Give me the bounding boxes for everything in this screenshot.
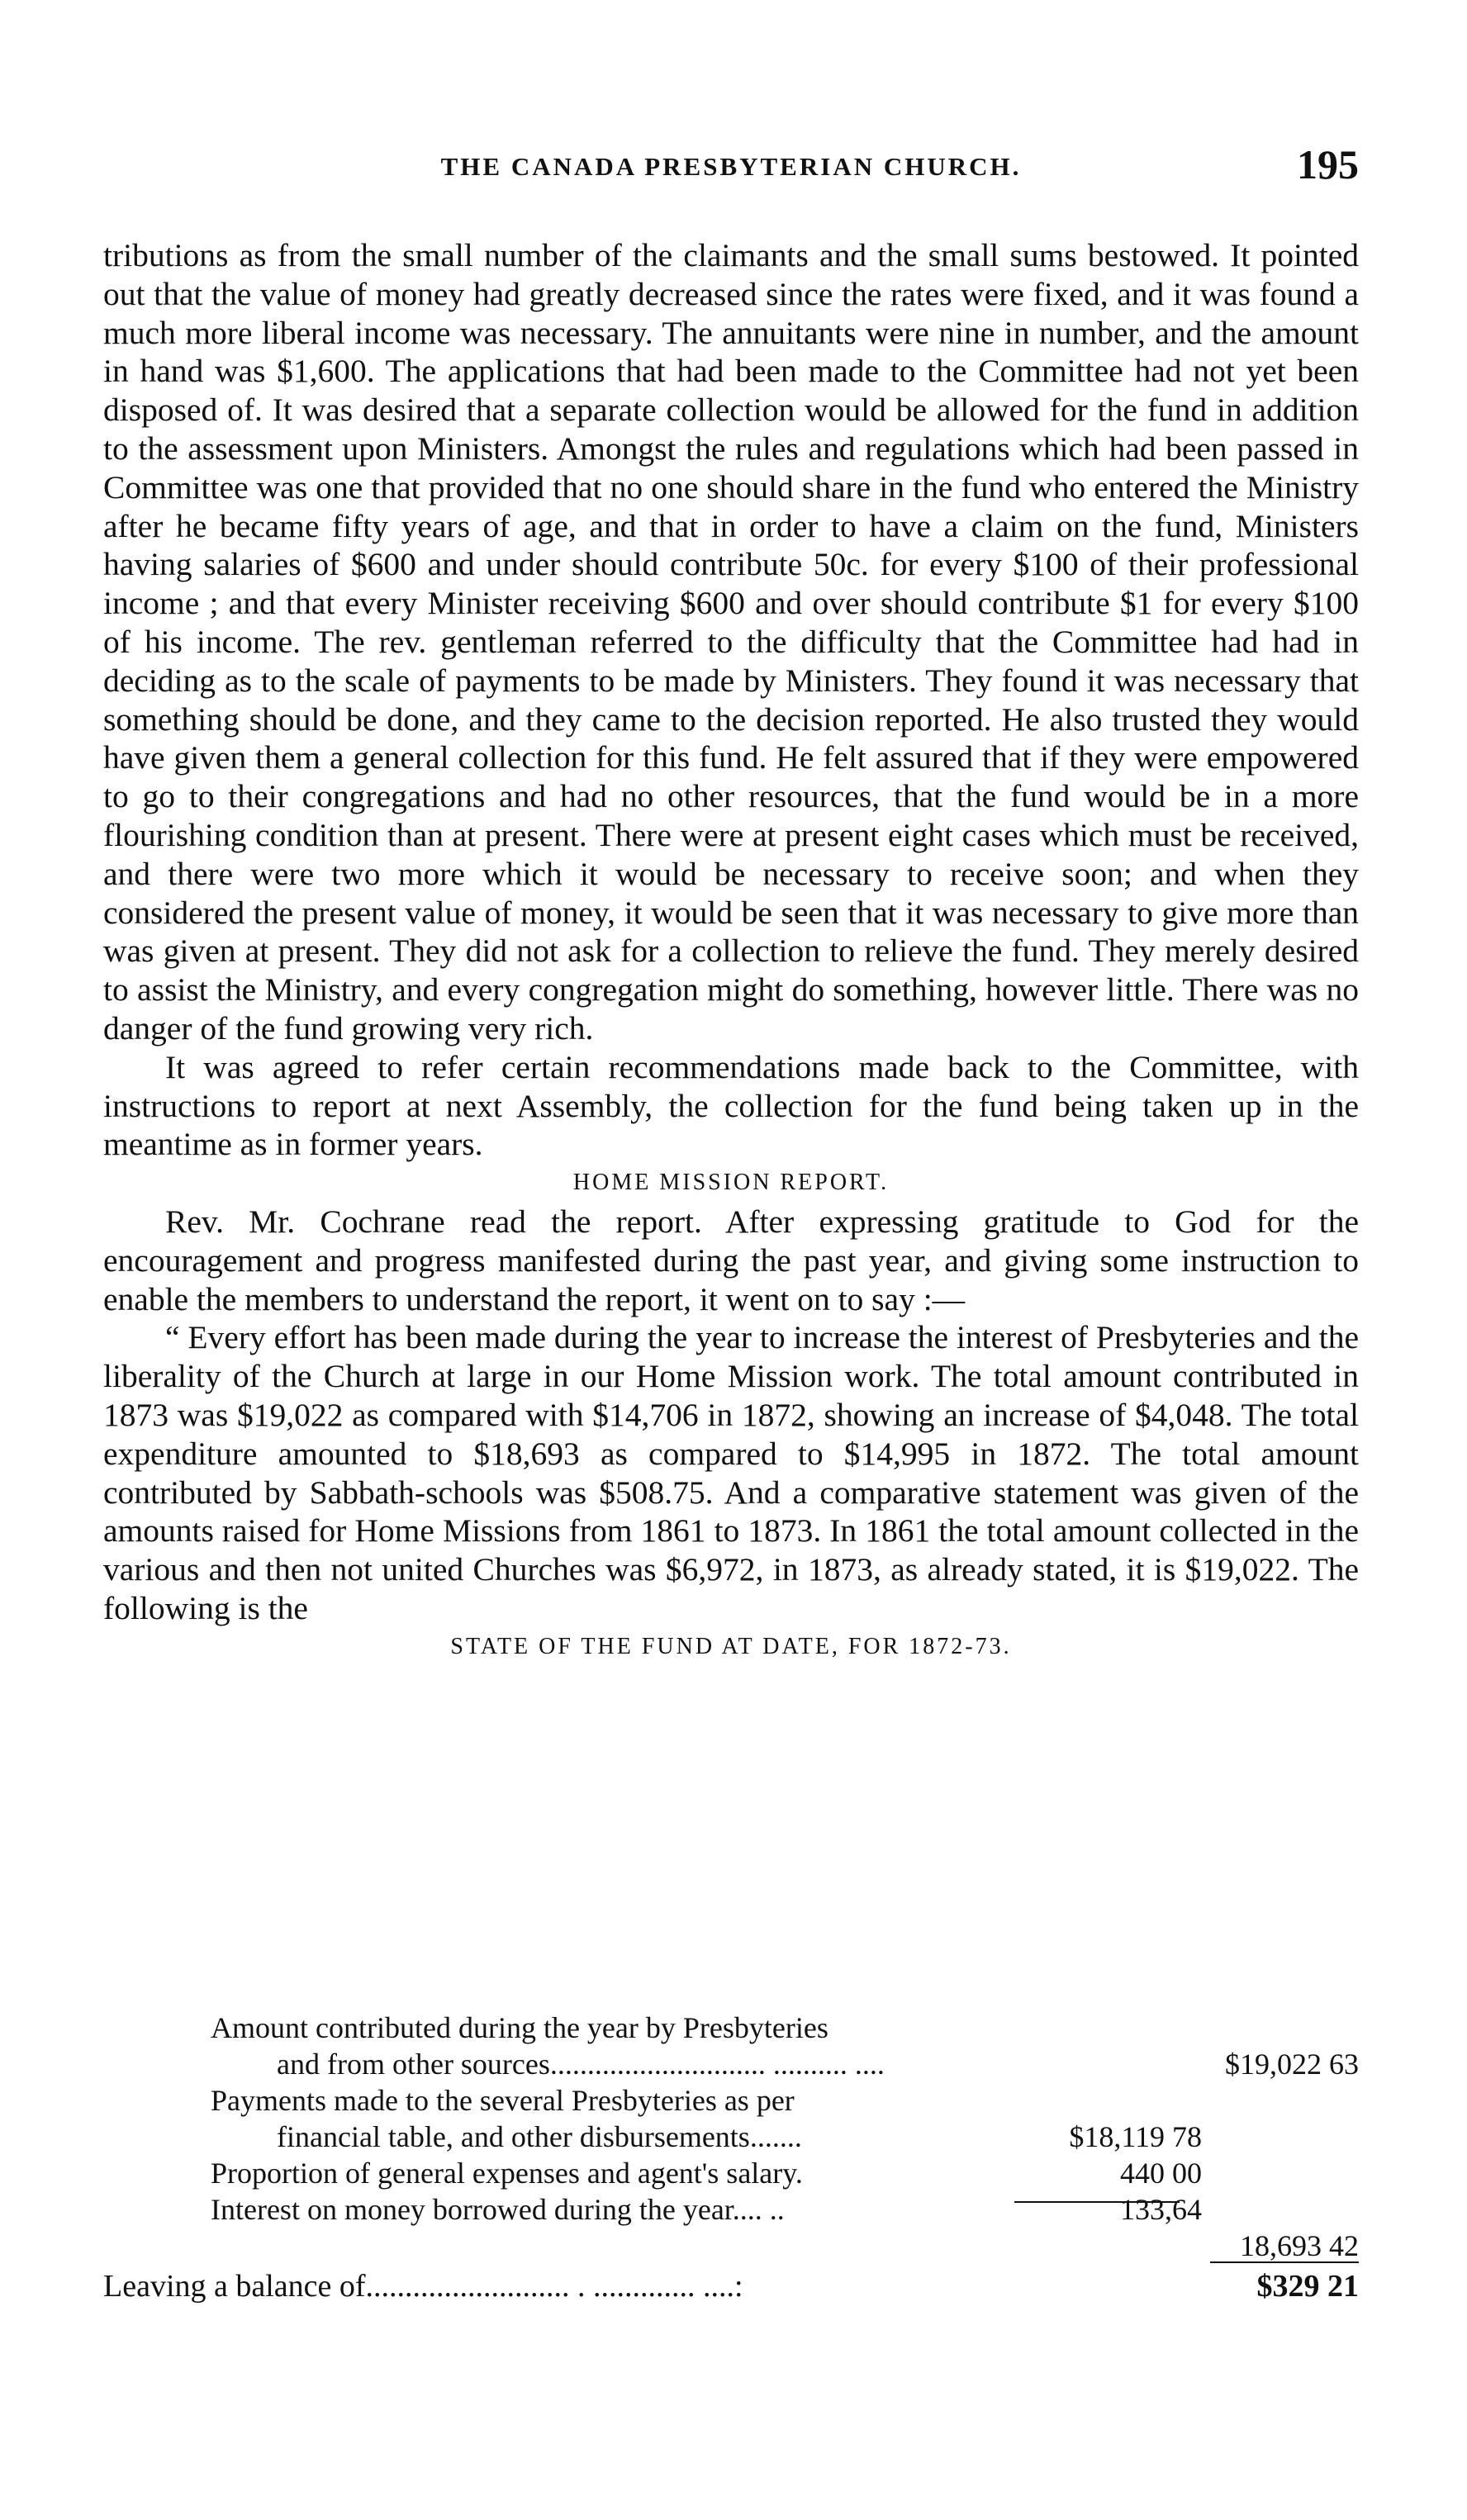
home-mission-heading: HOME MISSION REPORT. — [572, 1170, 890, 1196]
balance-label: Leaving a balance of.......................... . ............. ....: — [103, 2269, 743, 2304]
balance-row — [103, 2267, 1359, 2305]
subtotal-rule — [1014, 2201, 1180, 2203]
paragraph-report-quote: “ Every effort has been made during the year to increase the interest of Presbyteries and the liberality of the Church at large in our Home Mission work. The total amount contributed in 1873 was $19,022 as compared with $14,706 in 1872, showing an increase of $4,048. The total expenditure amounted to $18,693 as compared to $14,995 in 1872. The total amount contributed by Sabbath-schools was $508.75. And a comparative statement was given of the amounts raised for Home Missions from 1861 to 1873. In 1861 the total amount collected in the various and then not united Churches was $6,972, in 1873, as already stated, it is $19,022. The following is the — [103, 1319, 1359, 1626]
ledger-row — [103, 2155, 1359, 2191]
ledger-row — [103, 2228, 1359, 2264]
balance-amount: $329 21 — [1256, 2269, 1359, 2304]
ledger-amount: $18,119 78 — [1069, 2120, 1202, 2153]
ledger-total: 18,693 42 — [1240, 2229, 1359, 2262]
ledger-row — [103, 2082, 1359, 2119]
paragraph-annuitants: tributions as from the small number of the claimants and the small sums bestowed. It pointed out that the value of money had greatly decreased since the rates were fixed, and it was found a much more liberal income was necessary. The annuitants were nine in number, and the amount in hand was $1,600. The applications that had been made to the Committee had not yet been disposed of. It was desired that a separate collection would be allowed for the fund in addition to the assessment upon Ministers. Amongst the rules and regulations which had been passed in Committee was one that provided that no one should share in the fund who entered the Ministry after he became fifty years of age, and that in order to have a claim on the fund, Ministers having salaries of $600 and under should contribute 50c. for every $100 of their professional income ; and that every Minister receiving $600 and over should contribute $1 for every $100 of his income. The rev. gentleman referred to the difficulty that the Committee had had in deciding as to the scale of payments to be made by Ministers. They found it was necessary that something should be done, and they came to the decision reported. He also trusted they would have given them a general collection for this fund. He felt assured that if they were empowered to go to their congregations and had no other resources, that the fund would be in a more flourishing condition than at present. There were at present eight cases which must be received, and there were two more which it would be necessary to receive soon; and when they considered the present value of money, it would be seen that it was necessary to give more than was given at present. They did not ask for a collection to relieve the fund. They merely desired to assist the Ministry, and every congregation might do something, however little. There was no danger of the fund growing very rich. — [103, 237, 1359, 1046]
ledger-row — [103, 2119, 1359, 2155]
ledger-label: financial table, and other disbursements....... — [277, 2120, 802, 2153]
ledger-amount: 440 00 — [1120, 2157, 1202, 2190]
ledger-label: Interest on money borrowed during the year.... .. — [211, 2193, 785, 2226]
ledger-row — [103, 2046, 1359, 2082]
ledger-label: Payments made to the several Presbyteries as per — [211, 2084, 795, 2117]
total-rule — [1210, 2261, 1359, 2263]
page-number: 195 — [1297, 141, 1359, 187]
ledger-label: Amount contributed during the year by Presbyteries — [211, 2011, 828, 2044]
ledger-row — [103, 2010, 1359, 2046]
paragraph-report-read: Rev. Mr. Cochrane read the report. After expressing gratitude to God for the encouragement and progress manifested during the past year, and giving some instruction to enable the members to understand the report, it went on to say :— — [103, 1203, 1359, 1317]
body-text — [103, 236, 1359, 1666]
fund-statement-table — [103, 2010, 1359, 2264]
ledger-label: Proportion of general expenses and agent's salary. — [211, 2157, 803, 2190]
paragraph-agreed: It was agreed to refer certain recommendations made back to the Committee, with instructions to report at next Assembly, the collection for the fund being taken up in the meantime as in former years. — [103, 1048, 1359, 1163]
ledger-row — [103, 2191, 1359, 2228]
ledger-label: and from other sources............................. .......... .... — [277, 2048, 885, 2081]
fund-statement-heading: STATE OF THE FUND AT DATE, FOR 1872-73. — [450, 1633, 1012, 1659]
ledger-amount: $19,022 63 — [1225, 2048, 1359, 2081]
running-title: THE CANADA PRESBYTERIAN CHURCH. — [440, 152, 1022, 181]
page-header — [103, 140, 1359, 198]
ledger-amount: 133,64 — [1120, 2193, 1202, 2226]
